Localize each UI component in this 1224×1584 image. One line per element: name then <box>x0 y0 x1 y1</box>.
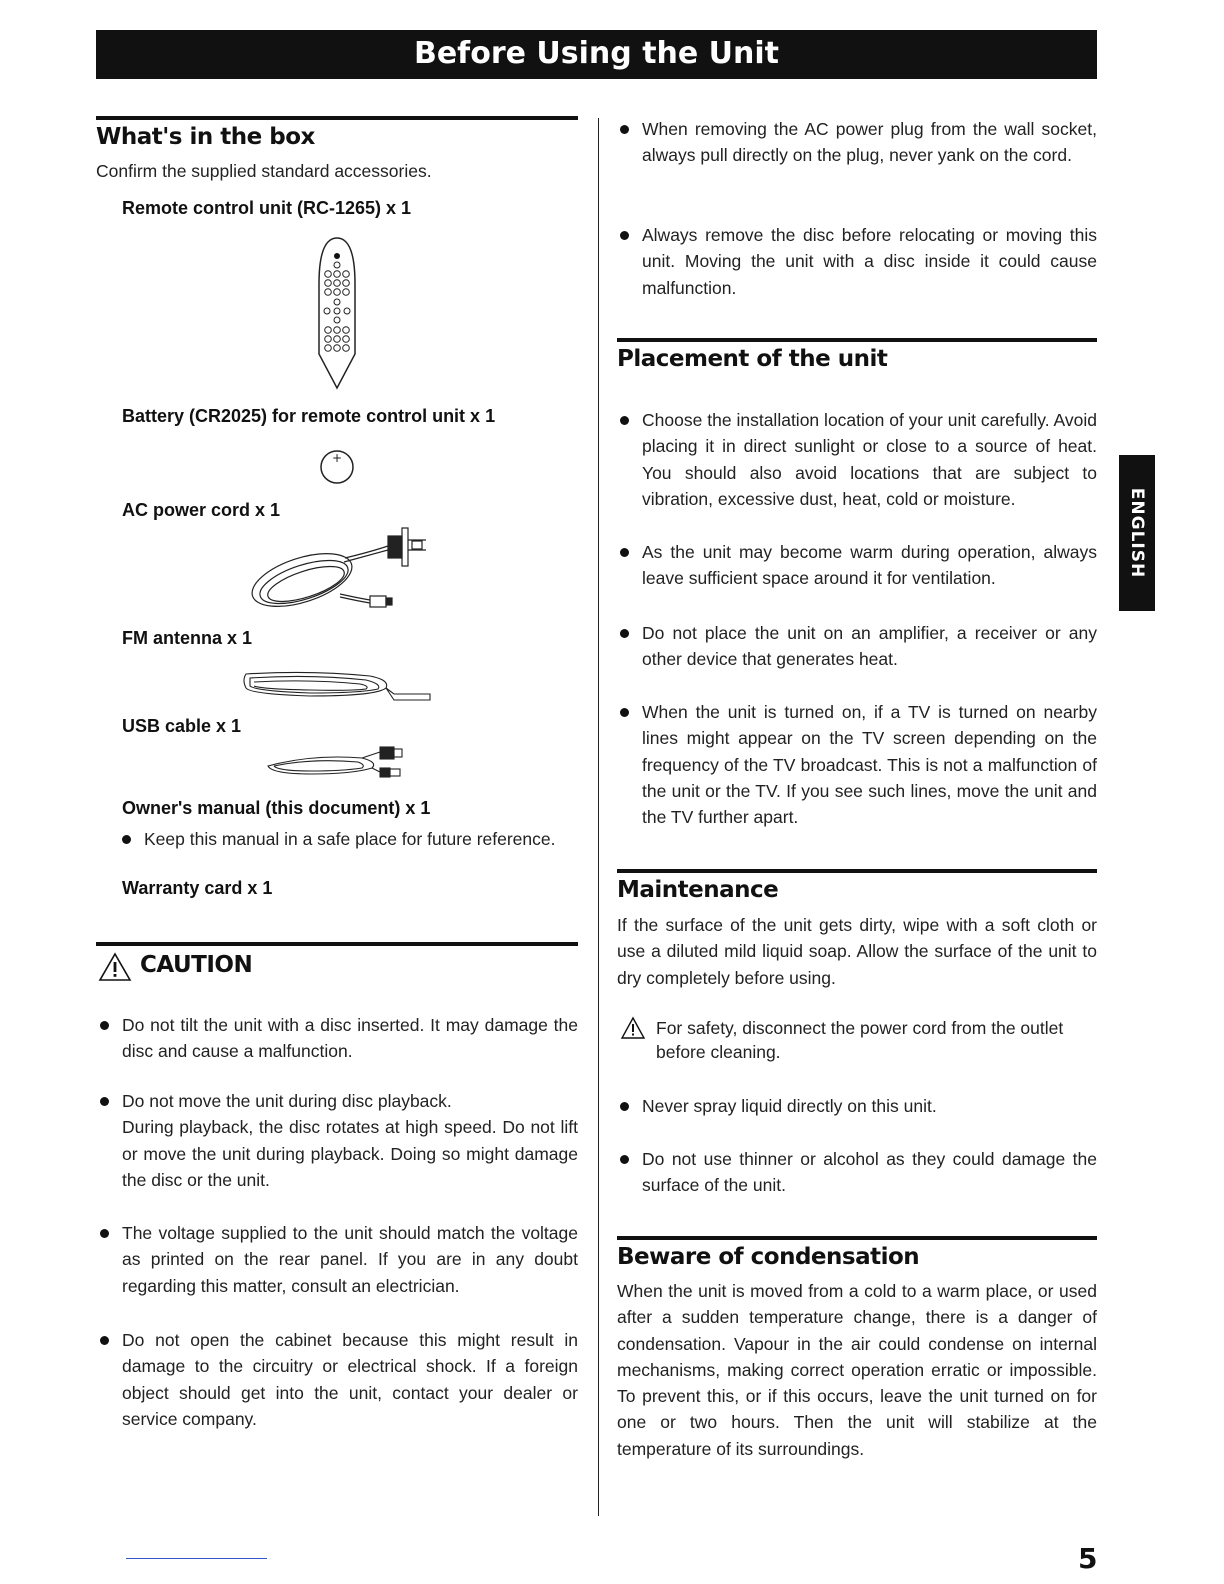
maintenance-heading: Maintenance <box>617 877 779 903</box>
remove-disc-bullet: Always remove the disc before relocating or moving this unit. Moving the unit with a disc inside it could cause malfunction. <box>620 222 1097 301</box>
warning-icon <box>98 952 132 982</box>
column-divider <box>598 118 599 1516</box>
warranty-label: Warranty card x 1 <box>122 878 273 898</box>
caution-bullet: Do not open the cabinet because this might result in damage to the circuitry or electrical shock. If a foreign object should get into the unit, contact your dealer or service company. <box>100 1327 578 1432</box>
battery-illustration <box>318 448 356 486</box>
power-cord-label: AC power cord x 1 <box>122 500 281 520</box>
remote-label: Remote control unit (RC-1265) x 1 <box>122 198 412 218</box>
bullet-dot <box>620 708 629 717</box>
fm-antenna-label: FM antenna x 1 <box>122 628 253 648</box>
manual-note: Keep this manual in a safe place for future reference. <box>122 826 582 852</box>
bullet-dot <box>100 1229 109 1238</box>
bullet-dot <box>100 1336 109 1345</box>
maintenance-bullet: Never spray liquid directly on this unit. <box>620 1093 1097 1119</box>
language-tab-label: ENGLISH <box>1127 487 1147 579</box>
section-rule <box>96 116 578 120</box>
bullet-dot <box>100 1021 109 1030</box>
usb-cable-illustration <box>262 744 412 784</box>
remote-control-illustration <box>316 236 358 392</box>
bullet-dot <box>620 416 629 425</box>
page-title: Before Using the Unit <box>96 30 1097 79</box>
bullet-dot <box>620 629 629 638</box>
bullet-dot <box>620 231 629 240</box>
section-rule <box>617 338 1097 342</box>
caution-bullet: The voltage supplied to the unit should match the voltage as printed on the rear panel. If you are in any doubt regarding this matter, consult an electrician. <box>100 1220 578 1299</box>
bullet-dot <box>620 548 629 557</box>
warning-icon <box>620 1016 646 1040</box>
power-cord-illustration <box>240 524 440 612</box>
footer-line <box>126 1558 267 1559</box>
caution-bullet: Do not tilt the unit with a disc inserted. It may damage the disc and cause a malfunction. <box>100 1012 578 1065</box>
placement-heading: Placement of the unit <box>617 346 888 372</box>
bullet-dot <box>620 125 629 134</box>
usb-cable-label: USB cable x 1 <box>122 716 242 736</box>
placement-bullet: Do not place the unit on an amplifier, a receiver or any other device that generates heat. <box>620 620 1097 673</box>
placement-bullet: When the unit is turned on, if a TV is turned on nearby lines might appear on the TV screen depending on the frequency of the TV broadcast. This is not a malfunction of the unit or the TV. If you see such lines, move the unit and the TV further apart. <box>620 699 1097 830</box>
bullet-dot <box>620 1155 629 1164</box>
bullet-dot <box>100 1097 109 1106</box>
caution-bullet-detail: During playback, the disc rotates at high speed. Do not lift or move the unit during playback. Doing so might damage the disc or the unit. <box>122 1117 578 1190</box>
section-rule <box>617 869 1097 873</box>
placement-bullet: As the unit may become warm during operation, always leave sufficient space around it for ventilation. <box>620 539 1097 592</box>
bullet-dot <box>620 1102 629 1111</box>
maintenance-body: If the surface of the unit gets dirty, wipe with a soft cloth or use a diluted mild liquid soap. Allow the surface of the unit to dry completely before using. <box>617 915 1097 988</box>
manual-label: Owner's manual (this document) x 1 <box>122 798 431 818</box>
page-number: 5 <box>1078 1542 1098 1575</box>
condensation-body: When the unit is moved from a cold to a warm place, or used after a sudden temperature change, there is a danger of condensation. Vapour in the air could condense on internal mechanisms, making correct operation erratic or impossible. To prevent this, or if this occurs, leave the unit turned on for one or two hours. Then the unit will stabilize at the temperature of its surroundings. <box>617 1281 1097 1459</box>
battery-label: Battery (CR2025) for remote control unit x 1 <box>122 406 496 426</box>
placement-bullet: Choose the installation location of your unit carefully. Avoid placing it in direct sunlight or close to a source of heat. You should also avoid locations that are subject to vibration, excessive dust, heat, cold or moisture. <box>620 407 1097 512</box>
whats-in-box-intro: Confirm the supplied standard accessories. <box>96 161 432 181</box>
section-rule <box>96 942 578 946</box>
bullet-dot <box>122 835 131 844</box>
power-plug-bullet: When removing the AC power plug from the wall socket, always pull directly on the plug, never yank on the cord. <box>620 116 1097 169</box>
fm-antenna-illustration <box>240 666 436 708</box>
condensation-heading: Beware of condensation <box>617 1244 920 1270</box>
caution-heading: CAUTION <box>140 952 253 978</box>
battery-plus-symbol: + <box>331 451 343 465</box>
maintenance-warning: For safety, disconnect the power cord from the outlet before cleaning. <box>620 1016 1098 1064</box>
caution-bullet: Do not move the unit during disc playback. During playback, the disc rotates at high speed. Do not lift or move the unit during playback. Doing so might damage the disc or the unit. <box>100 1088 578 1193</box>
maintenance-bullet: Do not use thinner or alcohol as they could damage the surface of the unit. <box>620 1146 1097 1199</box>
language-tab <box>1119 455 1155 611</box>
section-rule <box>617 1236 1097 1240</box>
whats-in-box-heading: What's in the box <box>96 124 315 150</box>
